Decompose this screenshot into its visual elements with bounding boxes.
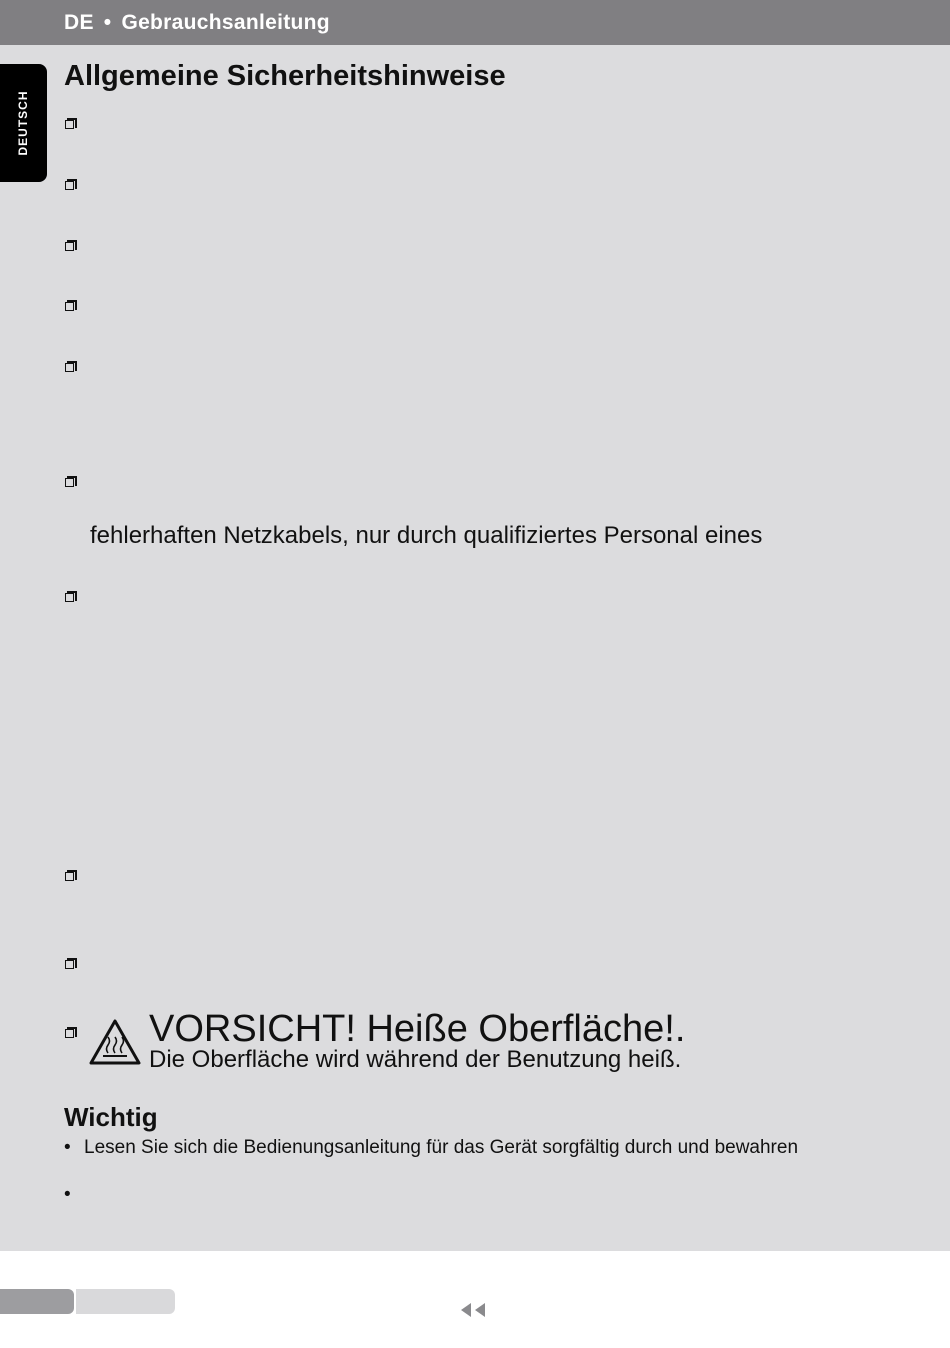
safety-bullet-icon	[65, 240, 77, 252]
important-bullet-dot: •	[64, 1184, 71, 1205]
header-title	[64, 11, 330, 35]
rewind-icon[interactable]	[460, 1301, 490, 1319]
page-title: Allgemeine Sicherheitshinweise	[64, 60, 506, 92]
warning-heading: VORSICHT! Heiße Oberfläche!.	[149, 1008, 686, 1050]
safety-item-text: fehlerhaften Netzkabels, nur durch qualifiziertes Personal eines	[90, 522, 763, 549]
language-side-tab-label: DEUTSCH	[16, 90, 30, 156]
header-separator: •	[103, 11, 112, 34]
safety-bullet-icon	[65, 118, 77, 130]
safety-bullet-icon	[65, 958, 77, 970]
safety-bullet-icon	[65, 591, 77, 603]
safety-bullet-icon	[65, 870, 77, 882]
header-doc-title: Gebrauchsanleitung	[121, 11, 330, 34]
important-bullet-dot: •	[64, 1137, 71, 1158]
safety-bullet-icon	[65, 300, 77, 312]
important-item-text: Lesen Sie sich die Bedienungsanleitung für das Gerät sorgfältig durch und bewahren	[84, 1137, 799, 1158]
safety-bullet-icon	[65, 361, 77, 373]
warning-text: Die Oberfläche wird während der Benutzung heiß.	[149, 1046, 682, 1073]
footer-tab-dark	[0, 1289, 74, 1314]
footer-tab-light	[76, 1289, 175, 1314]
important-heading: Wichtig	[64, 1102, 158, 1132]
safety-bullet-icon	[65, 1027, 77, 1039]
safety-bullet-icon	[65, 179, 77, 191]
header-lang-code: DE	[64, 11, 94, 34]
hot-surface-warning-icon	[89, 1018, 141, 1066]
header-bar	[0, 0, 950, 45]
safety-bullet-icon	[65, 476, 77, 488]
